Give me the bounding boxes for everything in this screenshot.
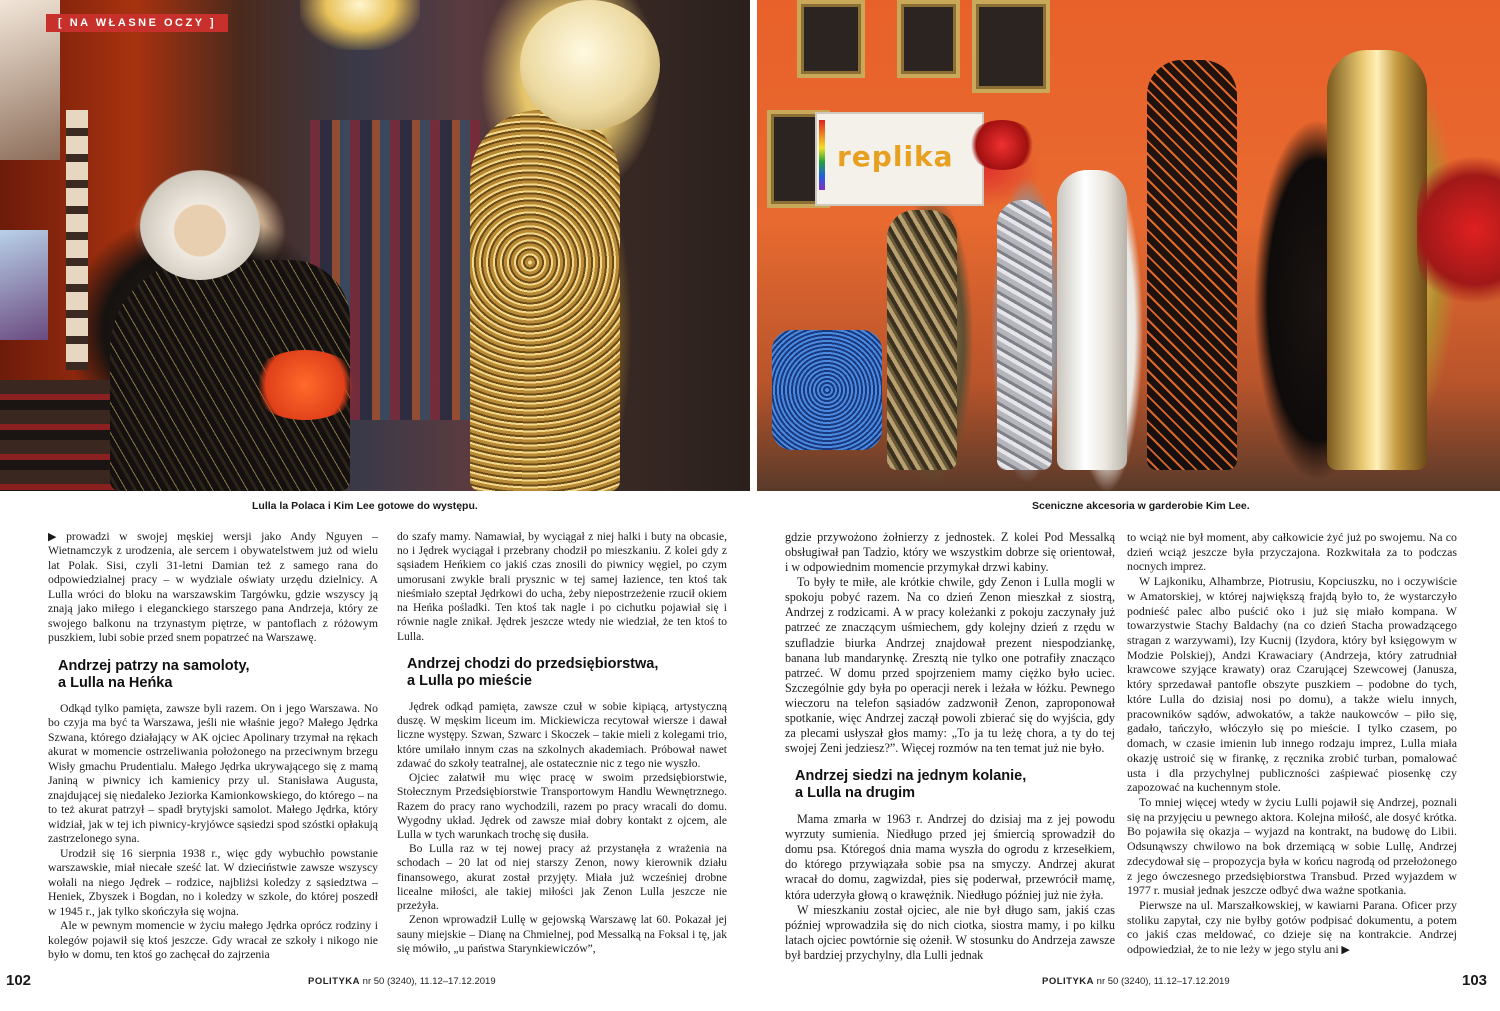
red-flowers [967, 120, 1037, 170]
caption-left-photo: Lulla la Polaca i Kim Lee gotowe do występu. [252, 500, 478, 512]
continuation-arrow-icon: ▶ [48, 531, 64, 543]
paragraph: To mniej więcej wtedy w życiu Lulli pojawił się Andrzej, poznali się na przyjęciu u pewnego aktora. Kolejna miłość, ale dosyć krótka. Bo pojawiła się okazja – wyjazd na kontrakt, na budowę do Libii. Odsunąwszy chwilowo na bok drzemiącą w sobie Lullę, Andrzej zdecydował się – propozycja była w końcu nagrodą od przełożonego z jego ówczesnego przedsiębiorstwa Transbud. Przed wyjazdem w 1977 r. musiał jednak jeszcze odbyć dwa ważne spotkania. [1127, 794, 1457, 898]
paragraph: gdzie przywożono żołnierzy z jednostek. Z kolei Pod Messalką obsługiwał pan Tadzio, który we wszystkim dobrze się orientował, i w odpowiednim momencie przymykał drzwi kabiny. [785, 530, 1115, 575]
paragraph-text: Pierwsze na ul. Marszałkowskiej, w kawiarni Parana. Oficer przy stoliku zapytał, czy nie byłby gotów podpisać dokumentu, a potem co jakiś czas meldować, co dzieje się na kontrakcie. Andrzej odpowiedział, że to nie leży w jego stylu ani [1127, 897, 1457, 957]
replika-sign: replika [837, 140, 954, 173]
paragraph: To były te miłe, ale krótkie chwile, gdy Zenon i Lulla mogli w spokoju pobyć razem. Na co dzień Zenon mieszkał z siostrą, Andrzej z rodzicami. A w pracy koleżanki z pokoju zaczynały już patrzeć ze znaczącym uśmiechem, gdy kolejny dzień z rzędu w szufladzie biurka Andrzej znajdował prezent niespodziankę, banana lub mandarynkę. Zresztą nie tylko one potrafiły znacząco patrzeć. W domu przed spojrzeniem mamy ciężko było uciec. Szczególnie gdy była po operacji nerek i leżała w łóżku. Pewnego wieczoru na telefon sąsiadów zadzwonił Zenon, zaproponował spotkanie, więc Andrzej zaczął powoli zbierać się do wyjścia, gdy za plecami usłyszał głos mamy: „To ja tu leżę chora, a ty do tej swojej Zeni jedziesz?”. Więcej rozmów na ten temat już nie było. [785, 575, 1115, 756]
text-column-3 [785, 530, 1115, 963]
paragraph: Urodził się 16 sierpnia 1938 r., więc gdy wybuchło powstanie warszawskie, miał niecałe sześć lat. W dzieciństwie zawsze wszyscy wołali na niego Jędrek – rodzice, najbliżsi koledzy z sąsiedztwa – Heniek, Zbyszek i Bogdan, no i koledzy w szkole, do której poszedł w 1945 r., jak tylko skończyła się wojna. [48, 846, 378, 918]
wall-frame-1 [797, 0, 865, 78]
issue-info: nr 50 (3240), 11.12–17.12.2019 [1096, 976, 1230, 987]
caption-right-photo: Sceniczne akcesoria w garderobie Kim Lee. [1032, 500, 1250, 512]
paragraph: Ale w pewnym momencie w życiu małego Jędrka oprócz rodziny i kolegów pojawił się ktoś jeszcze. Gdy wracał ze szkoły i nikogo nie było w domu, ten ktoś go zachęcał do zajrzenia [48, 919, 378, 962]
paragraph: Jędrek odkąd pamięta, zawsze czuł w sobie kipiącą, artystyczną duszę. W męskim liceum im. Mickiewicza recytował wiersze i dawał liczne występy. Szwan, Szwarc i Skoczek – takie mieli z kolegami trio, które umilało innym czas na szkolnych akademiach. Próbował nawet zdawać do szkoły teatralnej, ale ostatecznie nic z tego nie wyszło. [397, 700, 727, 770]
text-column-2 [397, 530, 727, 956]
wall-frames [66, 110, 88, 370]
wall-frame-2 [897, 0, 960, 78]
subheading-line: Andrzej siedzi na jednym kolanie, [795, 768, 1027, 785]
paragraph: do szafy mamy. Namawiał, by wyciągał z niej halki i buty na obcasie, no i Jędrek wyciągał i przebrany chodził po mieszkaniu. Z kolei gdy z sąsiadem Heńkiem co jakiś czas znosili do piwnicy węgiel, po czym umorusani zwykle brali prysznic w tej samej łazience, ten ktoś tak nieśmiało szeptał Jędrkowi do ucha, żeby niepostrzeżenie rzucił okiem na Heńka pośladki. Ten ktoś tak nagle i po cichutku pojawiał się i równie nagle znikał. Jędrek jeszcze wtedy nie wiedział, że ten ktoś to Lulla. [397, 531, 727, 643]
blue-glitter-shoes [772, 330, 882, 450]
subheading-line: Andrzej chodzi do przedsiębiorstwa, [407, 655, 659, 672]
rainbow-strip [819, 120, 825, 190]
wall-frame-3 [972, 0, 1050, 93]
subheading [58, 658, 378, 692]
page-number-right: 103 [1462, 972, 1488, 989]
page-number-left: 102 [6, 972, 32, 989]
wall-portrait-left-lower [0, 230, 48, 340]
magazine-line-right [1042, 976, 1230, 987]
white-boot [1057, 170, 1127, 470]
subheading-line: Andrzej patrzy na samoloty, [58, 657, 250, 674]
feather-boa [250, 350, 360, 420]
paragraph: W Lajkoniku, Alhambrze, Piotrusiu, Kopciuszku, no i oczywiście w Amatorskiej, w której największą frajdą było to, że wystarczyło podnieść palec albo puścić oko i już się miało kompana. W towarzystwie Stachy Baldachy (na co dzień Stacha prowadzącego stragan z warzywami), Izy Kucnij (Izydora, który był księgowym w Modzie Polskiej), Andzi Krawaciary (Andrzeja, który zatrudniał krawcowe szyjące krawaty) oraz Czarującej Szewcowej (Janusza, który sprzedawał pantofle obszyte puszkiem – podobne do tych, które Lulla do dzisiaj nosi po domu), a także wielu innych, pracowników sądów, adwokatów, a także naukowców – piło się, gadało, tańczyło, włóczyło się po mieście. I tylko czasem, po domach, w czasie imienin lub innego rodzaju imprez, Lulla miała okazję ustroić się w firankę, z ręcznika zrobić turban, pomalować usta i dla przychylnej publiczności zaśpiewać piosenkę czy zapozować na kuchennym stole. [1127, 574, 1457, 795]
performer-blonde-wig [520, 0, 660, 130]
performer-curly-hair [140, 170, 260, 280]
performer-gold-dress [470, 110, 620, 491]
silver-boot [997, 200, 1052, 470]
continuation-arrow-icon: ▶ [1338, 944, 1350, 957]
subheading [795, 768, 1115, 802]
subheading [407, 656, 727, 690]
text-column-1 [48, 530, 378, 963]
gold-boot [1327, 50, 1427, 470]
photo-dressing-room-performers [0, 0, 750, 491]
paragraph [48, 530, 378, 646]
issue-info: nr 50 (3240), 11.12–17.12.2019 [362, 976, 496, 987]
subheading-line: a Lulla na drugim [795, 785, 916, 802]
section-label: [ NA WŁASNE OCZY ] [46, 14, 228, 32]
paragraph: W mieszkaniu został ojciec, ale nie był długo sam, jakiś czas później wprowadziła się do nich ciotka, siostra mamy, i po kilku latach ojciec powtórnie się ożenił. W stosunku do Andrzeja zawsze był bardziej przychylny, dla Lulli jednak [785, 902, 1115, 962]
black-lace-boot [1147, 60, 1237, 470]
text-column-4 [1127, 530, 1457, 958]
photo-boots-accessories [757, 0, 1500, 491]
paragraph: to wciąż nie był moment, aby całkowicie żyć już po swojemu. Na co dzień wciąż jeszcze była przyczajona. Rozkwitała za to podczas nocnych imprez. [1127, 530, 1457, 574]
paragraph: Zenon wprowadził Lullę w gejowską Warszawę lat 60. Pokazał jej sauny miejskie – Dianę na Chmielnej, pod Messalką na Foksal i tę, jak się mówiło, „u państwa Starynkiewiczów”, [397, 914, 727, 955]
red-poinsettia [1417, 150, 1500, 310]
paragraph: Mama zmarła w 1963 r. Andrzej do dzisiaj ma z jej powodu wyrzuty sumienia. Niedługo przed jej śmiercią sprowadził do domu psa. Któregoś dnia mama wyszła do ogrodu z krzesełkiem, do którego przywiązała sobie psa na smyczy. Andrzej akurat wracał do domu, zagwizdał, pies się poderwał, przewrócił mamę, która uderzyła głową o krawężnik. Niedługo później już nie żyła. [785, 812, 1115, 902]
subheading-line: a Lulla po mieście [407, 672, 532, 689]
magazine-name: POLITYKA [308, 976, 361, 987]
snakeskin-boot [887, 210, 957, 470]
magazine-line-left [308, 976, 496, 987]
subheading-line: a Lulla na Heńka [58, 674, 173, 691]
paragraph: Ojciec załatwił mu więc pracę w swoim przedsiębiorstwie, Stołecznym Przedsiębiorstwie Transportowym Handlu Wewnętrznego. Razem do pracy rano wychodzili, razem po pracy wracali do domu. Wygodny układ. Jędrek od zawsze miał dobry kontakt z ojcem, ale Lulla w tych warunkach trochę się dusiła. [397, 772, 727, 841]
paragraph [1127, 898, 1457, 958]
paragraph: Bo Lulla raz w tej nowej pracy aż przystanęła z wrażenia na schodach – 20 lat od niej starszy Zenon, nowy kierownik działu finansowego, akurat został przyjęty. Miała już wcześniej drobne licealne miłości, ale takiej miłości jak Zenon Lulla jeszcze nie przeżyła. [397, 843, 727, 913]
magazine-name: POLITYKA [1042, 976, 1095, 987]
paragraph: Odkąd tylko pamięta, zawsze byli razem. On i jego Warszawa. No bo czyja ma być ta Warszawa, jeśli nie właśnie jego? Małego Jędrka Szwana, którego działający w AK ojciec Apolinary trzymał na rękach akurat w momencie ostrzeliwania położonego na przeciwnym brzegu Wisły gmachu Prudentialu. Małego Jędrka ukrywającego się z mamą Janiną w piwnicy ich kamienicy przy ul. Stanisława Augusta, znajdującej się niedaleko Jeziorka Kamionkowskiego, do którego – na to też akurat patrzył – spadł brytyjski samolot. Małego Jędrka, który widział, jak w tej ich piwnicy-kryjówce sąsiedzi spod szóstki opłakują zastrzelonego syna. [48, 701, 378, 846]
chandelier [300, 0, 420, 50]
paragraph-text: prowadzi w swojej męskiej wersji jako Andy Nguyen – Wietnamczyk z urodzenia, ale sercem i obywatelstwem już od wielu lat Polak. Sisi, czyli 31-letni Damian też z samego rana do odpowiedzialnej pracy – w wydziale oświaty urzędu dzielnicy. A Lulla wróci do bloku na warszawskim Targówku, gdzie wszyscy ją znają jako miłego i eleganckiego starszego pana Andrzeja, który ze swojego balkonu na trzynastym piętrze, w pantoflach z różowym puszkiem, lubi sobie przed snem popatrzeć na Warszawę. [48, 530, 378, 645]
